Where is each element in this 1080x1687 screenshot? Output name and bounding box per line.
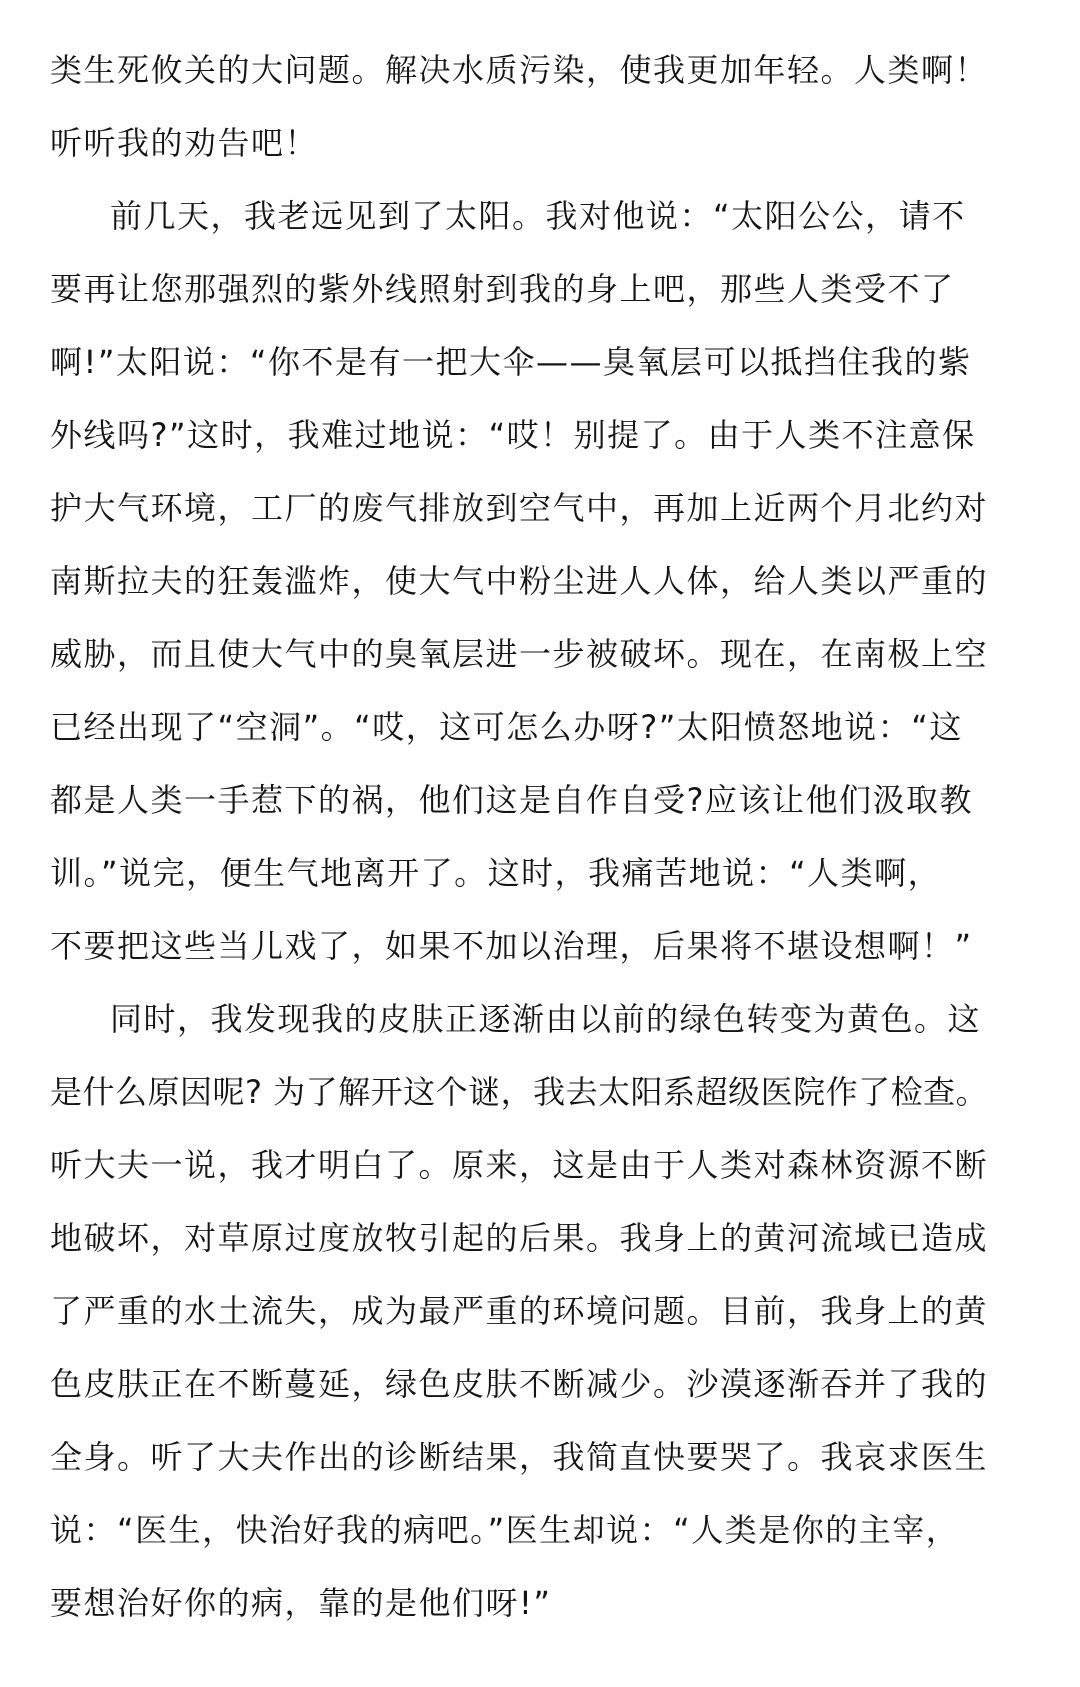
- text-line-17: 地破坏，对草原过度放牧引起的后果。我身上的黄河流域已造成: [50, 1219, 989, 1257]
- text-line-20: 全身。听了大夫作出的诊断结果，我简直快要哭了。我哀求医生: [50, 1438, 989, 1476]
- text-line-2: 听听我的劝告吧！: [50, 124, 319, 162]
- text-line-21: 说：“医生，快治好我的病吧。”医生却说：“人类是你的主宰，: [50, 1511, 960, 1549]
- text-line-12: 训。”说完，便生气地离开了。这时，我痛苦地说：“人类啊，: [50, 854, 942, 892]
- text-line-5: 啊!”太阳说：“你不是有一把大伞——臭氧层可以抵挡住我的紫: [50, 343, 972, 381]
- text-line-1: 类生死攸关的大问题。解决水质污染，使我更加年轻。人类啊！: [50, 51, 989, 89]
- text-line-13: 不要把这些当儿戏了，如果不加以治理，后果将不堪设想啊！”: [50, 927, 973, 965]
- text-line-6: 外线吗?”这时，我难过地说：“哎！别提了。由于人类不注意保: [50, 416, 976, 454]
- text-line-10: 已经出现了“空洞”。“哎，这可怎么办呀?”太阳愤怒地说：“这: [50, 708, 963, 746]
- text-line-9: 威胁，而且使大气中的臭氧层进一步被破坏。现在，在南极上空: [50, 635, 989, 673]
- text-line-14: 同时，我发现我的皮肤正逐渐由以前的绿色转变为黄色。这: [110, 1000, 982, 1038]
- essay-text: [50, 34, 1050, 1640]
- text-line-4: 要再让您那强烈的紫外线照射到我的身上吧，那些人类受不了: [50, 270, 955, 308]
- text-line-11: 都是人类一手惹下的祸，他们这是自作自受?应该让他们汲取教: [50, 781, 973, 819]
- text-line-22: 要想治好你的病，靠的是他们呀!”: [50, 1584, 552, 1622]
- text-line-7: 护大气环境，工厂的废气排放到空气中，再加上近两个月北约对: [50, 489, 989, 527]
- text-line-8: 南斯拉夫的狂轰滥炸，使大气中粉尘进人人体，给人类以严重的: [50, 562, 989, 600]
- text-line-15: 是什么原因呢? 为了解开这个谜，我去太阳系超级医院作了检查。: [50, 1073, 989, 1111]
- text-line-16: 听大夫一说，我才明白了。原来，这是由于人类对森林资源不断: [50, 1146, 989, 1184]
- text-line-19: 色皮肤正在不断蔓延，绿色皮肤不断减少。沙漠逐渐吞并了我的: [50, 1365, 989, 1403]
- text-line-18: 了严重的水土流失，成为最严重的环境问题。目前，我身上的黄: [50, 1292, 989, 1330]
- text-line-3: 前几天，我老远见到了太阳。我对他说：“太阳公公，请不: [110, 197, 966, 235]
